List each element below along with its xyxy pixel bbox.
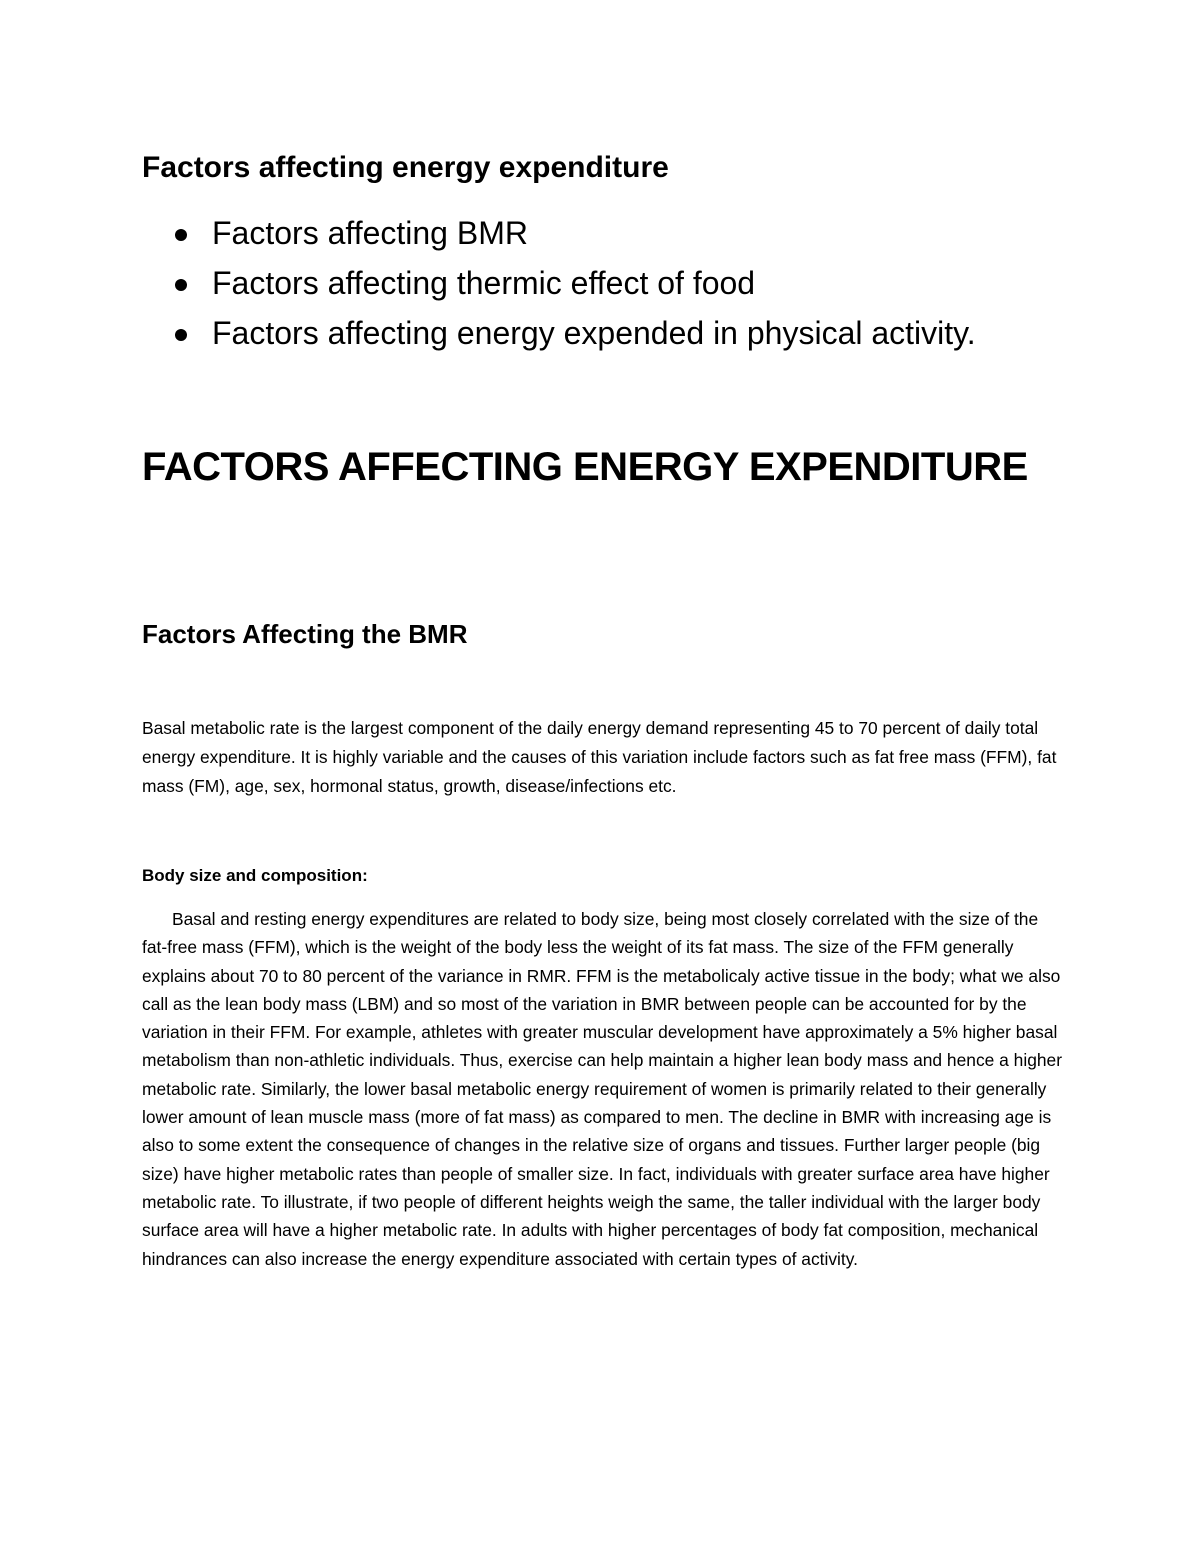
main-title: FACTORS AFFECTING ENERGY EXPENDITURE (142, 445, 1028, 489)
section-heading: Factors Affecting the BMR (142, 619, 468, 649)
bullet-item (142, 258, 1002, 308)
subheading-body-size: Body size and composition: (142, 866, 368, 885)
bullet-text: Factors affecting thermic effect of food (212, 265, 756, 301)
bullet-dot-icon (175, 279, 187, 291)
intro-bullet-list (142, 208, 1062, 358)
document-content (142, 146, 1062, 1273)
intro-paragraph: Basal metabolic rate is the largest component of the daily energy demand representing 45 to 70 percent of daily total energy expenditure. It is highly variable and the causes of this variation include factors such as fat free mass (FFM), fat mass (FM), age, sex, hormonal status, growth, disease/infections etc. (142, 718, 1057, 796)
body-paragraph: Basal and resting energy expenditures are related to body size, being most closely correlated with the size of the fat-free mass (FFM), which is the weight of the body less the weight of its fat mass. The size of the FFM generally explains about 70 to 80 percent of the variance in RMR. FFM is the metabolicaly active tissue in the body; what we also call as the lean body mass (LBM) and so most of the variation in BMR between people can be accounted for by the variation in their FFM. For example, athletes with greater muscular development have approximately a 5% higher basal metabolism than non-athletic individuals. Thus, exercise can help maintain a higher lean body mass and hence a higher metabolic rate. Similarly, the lower basal metabolic energy requirement of women is primarily related to their generally lower amount of lean muscle mass (more of fat mass) as compared to men. The decline in BMR with increasing age is also to some extent the consequence of changes in the relative size of organs and tissues. Further larger people (big size) have higher metabolic rates than people of smaller size. In fact, individuals with greater surface area have higher metabolic rate. To illustrate, if two people of different heights weigh the same, the taller individual with the larger body surface area will have a higher metabolic rate. In adults with higher percentages of body fat composition, mechanical hindrances can also increase the energy expenditure associated with certain types of activity. (142, 909, 1062, 1269)
bullet-item (142, 208, 1002, 258)
bullet-item (142, 308, 1002, 358)
intro-heading: Factors affecting energy expenditure (142, 151, 669, 184)
bullet-dot-icon (175, 329, 187, 341)
bullet-text: Factors affecting energy expended in physical activity. (212, 315, 976, 351)
bullet-dot-icon (175, 229, 187, 241)
bullet-text: Factors affecting BMR (212, 215, 528, 251)
